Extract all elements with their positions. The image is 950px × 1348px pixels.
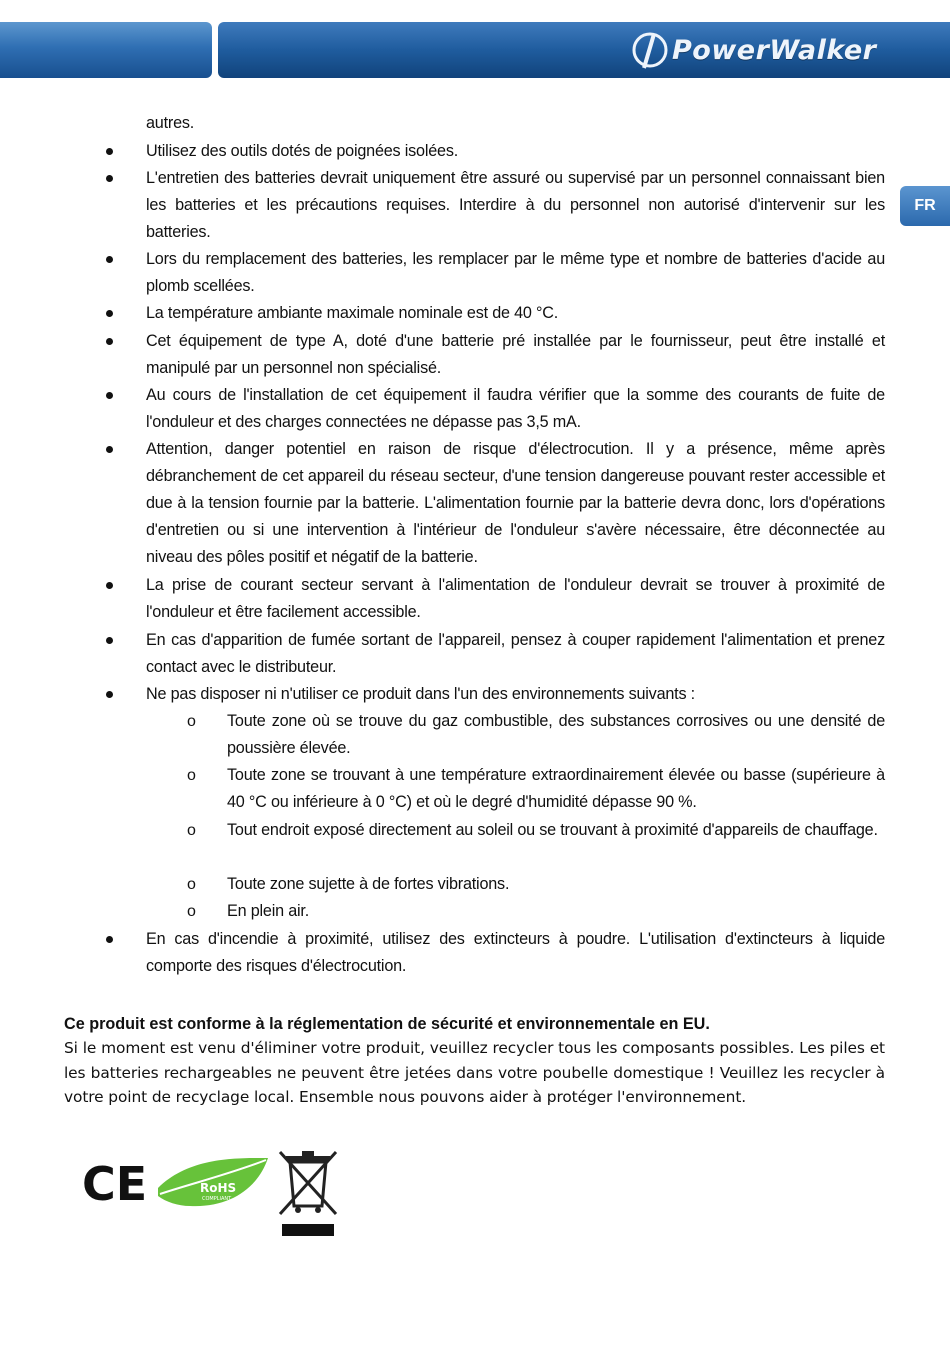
ce-mark-text: CE xyxy=(82,1157,148,1211)
marks-svg xyxy=(80,1148,350,1244)
eu-compliance-title: Ce produit est conforme à la réglementation de sécurité et environnementale en EU. xyxy=(64,1015,710,1033)
bullet-icon xyxy=(103,382,117,396)
sub-bullet-marker: o xyxy=(187,903,196,920)
bullet-icon xyxy=(103,300,117,314)
sub-list-item: Tout endroit exposé directement au soleil ou se trouvant à proximité d'appareils de chauffage. xyxy=(227,821,878,839)
list-item: Lors du remplacement des batteries, les remplacer par le même type et nombre de batteries d'acide au plomb scellées. xyxy=(146,250,885,296)
logo-text: PowerWalker xyxy=(672,34,877,66)
list-item: Ne pas disposer ni n'utiliser ce produit dans l'un des environnements suivants : xyxy=(146,685,695,703)
list-item: La température ambiante maximale nominale est de 40 °C. xyxy=(146,304,559,322)
eu-recycling-text: Si le moment est venu d'éliminer votre produit, veuillez recycler tous les composants possibles. Les piles et les batteries rechargeables ne peuvent être jetées dans votre poubelle domestique ! Veuillez les recycler à votre point de recyclage local. Ensemble nous pouvons aider à protéger l'environnement. xyxy=(64,1039,885,1106)
sub-list-item: Toute zone où se trouve du gaz combustible, des substances corrosives ou une densité de poussière élevée. xyxy=(227,712,885,758)
bullet-icon xyxy=(103,627,117,641)
bullet-icon xyxy=(103,246,117,260)
list-item: Au cours de l'installation de cet équipement il faudra vérifier que la somme des courants de fuite de l'onduleur et des charges connectées ne dépasse pas 3,5 mA. xyxy=(146,386,885,432)
list-item: La prise de courant secteur servant à l'alimentation de l'onduleur devrait se trouver à proximité de l'onduleur et être facilement accessible. xyxy=(146,576,885,622)
bullet-icon xyxy=(103,165,117,179)
continuation-text: autres. xyxy=(146,114,195,132)
sub-bullet-marker: o xyxy=(187,822,196,839)
sub-bullet-marker: o xyxy=(187,876,196,893)
bullet-icon xyxy=(103,436,117,450)
powerwalker-logo xyxy=(630,30,876,70)
sub-bullet-marker: o xyxy=(187,767,196,784)
powerwalker-logo-icon xyxy=(630,30,672,70)
rohs-leaf-icon xyxy=(158,1158,268,1206)
list-item: En cas d'incendie à proximité, utilisez des extincteurs à poudre. L'utilisation d'extincteurs à liquide comporte des risques d'électrocution. xyxy=(146,930,885,976)
certification-marks xyxy=(80,1148,350,1248)
weee-bin-icon xyxy=(280,1151,336,1236)
rohs-text: RoHS xyxy=(200,1181,237,1195)
list-item: Cet équipement de type A, doté d'une batterie pré installée par le fournisseur, peut être installé et manipulé par un personnel non spécialisé. xyxy=(146,332,885,378)
sub-list-item: Toute zone sujette à de fortes vibrations. xyxy=(227,875,510,893)
rohs-sub-text: COMPLIANT xyxy=(202,1196,232,1202)
list-item: En cas d'apparition de fumée sortant de l'appareil, pensez à couper rapidement l'alimentation et prenez contact avec le distributeur. xyxy=(146,631,885,677)
list-item: L'entretien des batteries devrait uniquement être assuré ou supervisé par un personnel connaissant bien les batteries et les précautions requises. Interdire à du personnel non autorisé d'intervenir sur les batteries. xyxy=(146,169,885,242)
sub-list-item: En plein air. xyxy=(227,902,309,920)
bullet-icon xyxy=(103,926,117,940)
page-header xyxy=(0,22,950,78)
list-item: Attention, danger potentiel en raison de risque d'électrocution. Il y a présence, même après débranchement de cet appareil du réseau secteur, d'une tension dangereuse pouvant rester accessible et due à la tension fournie par la batterie. L'alimentation fournie par la batterie devra donc, lors d'opérations d'entretien ou si une intervention à l'intérieur de l'onduleur s'avère nécessaire, être déconnectée au niveau des pôles positif et négatif de la batterie. xyxy=(146,440,885,567)
bullet-icon xyxy=(103,138,117,152)
sub-list-item: Toute zone se trouvant à une température extraordinairement élevée ou basse (supérieure à 40 °C ou inférieure à 0 °C) et où le degré d'humidité dépasse 90 %. xyxy=(227,766,885,812)
sub-bullet-marker: o xyxy=(187,713,196,730)
header-left-bar xyxy=(0,22,212,78)
ce-mark-icon xyxy=(82,1157,147,1211)
language-tab[interactable]: FR xyxy=(900,186,950,226)
list-item: Utilisez des outils dotés de poignées isolées. xyxy=(146,142,459,160)
bullet-icon xyxy=(103,681,117,695)
bullet-icon xyxy=(103,328,117,342)
bullet-icon xyxy=(103,572,117,586)
